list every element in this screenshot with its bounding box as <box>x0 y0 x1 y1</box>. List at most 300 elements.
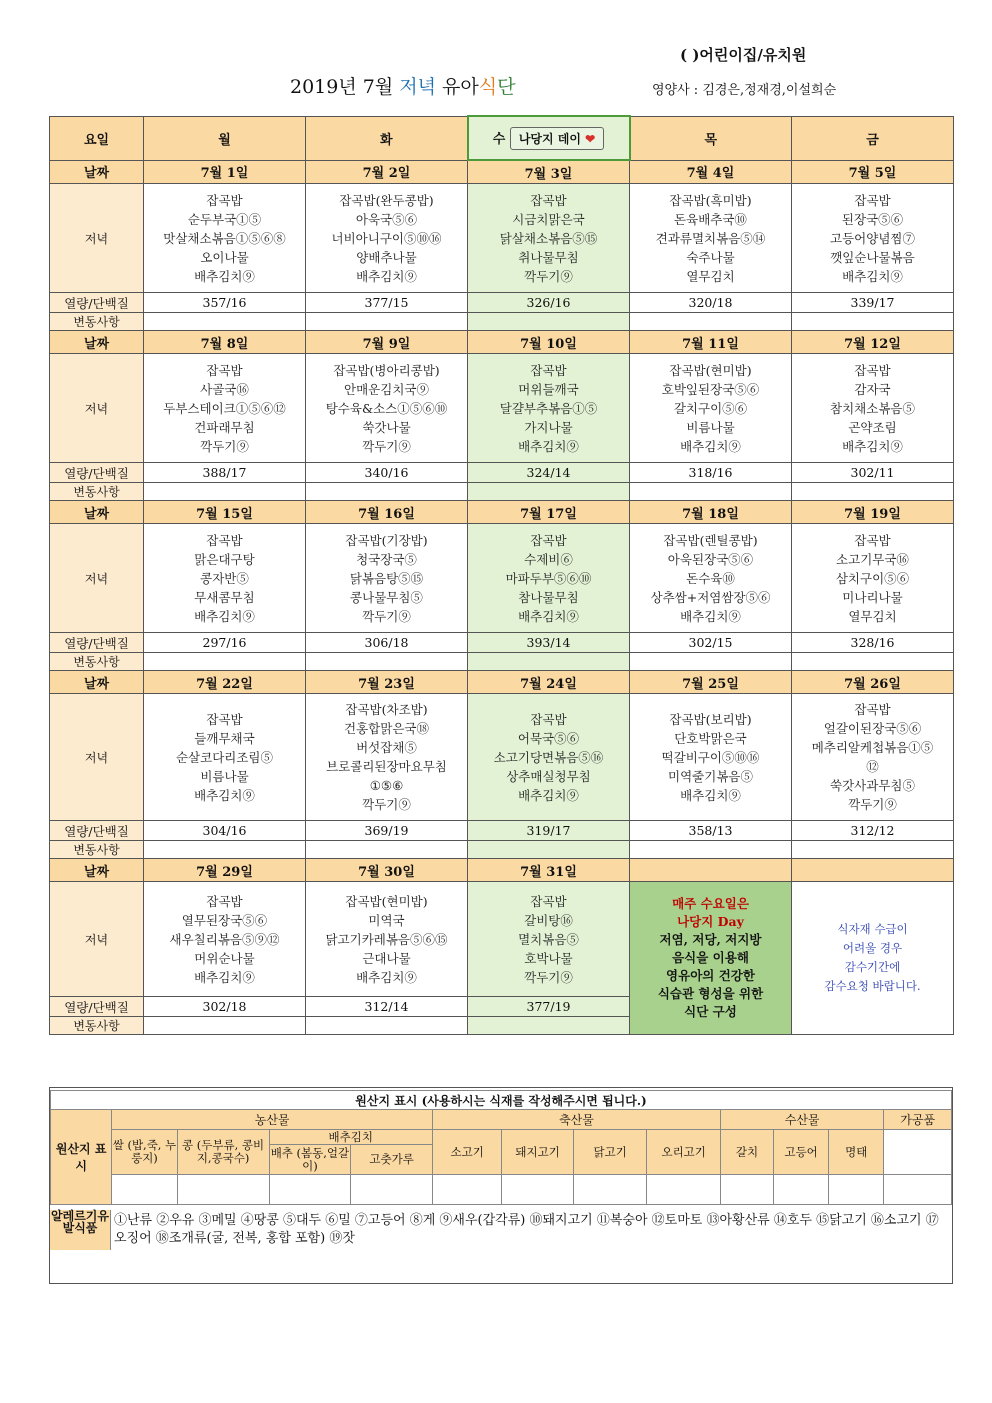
meal-cell <box>144 694 306 821</box>
origin-hairtail: 갈치 <box>720 1130 773 1175</box>
menu-item: 상추쌈+저염쌈장⑤⑥ <box>650 589 771 605</box>
origin-cell[interactable] <box>647 1175 721 1205</box>
date-row <box>50 671 954 694</box>
menu-item: 배추김치⑨ <box>194 969 255 985</box>
weekday-header-row <box>50 116 954 160</box>
weekday-fri: 금 <box>792 116 954 160</box>
origin-cell[interactable] <box>829 1175 884 1205</box>
change-cell[interactable] <box>468 653 630 671</box>
menu-item: 비름나물 <box>200 768 249 784</box>
note-line: 식습관 형성을 위한 <box>657 986 764 1001</box>
origin-pollock: 명태 <box>829 1130 884 1175</box>
menu-item: 배추김치⑨ <box>194 268 255 284</box>
origin-pepper: 고춧가루 <box>351 1145 433 1175</box>
menu-item: 소고기당면볶음⑤⑯ <box>493 749 604 765</box>
menu-item: 상추매실청무침 <box>506 768 591 784</box>
menu-item: 닭살채소볶음⑤⑮ <box>499 230 598 246</box>
menu-item: 머위순나물 <box>194 950 255 966</box>
menu-item: 미나리나물 <box>842 589 903 605</box>
note-line: 식자재 수급이 <box>837 922 908 936</box>
meal-cell <box>144 524 306 633</box>
title-sik: 식 <box>478 76 498 98</box>
menu-item: 청국장국⑤ <box>356 551 417 567</box>
menu-item: 잡곡밥 <box>206 362 243 378</box>
origin-cell[interactable] <box>502 1175 573 1205</box>
meal-cell <box>468 694 630 821</box>
menu-item: 견과류멸치볶음⑤⑭ <box>655 230 766 246</box>
note-line: 음식을 이용해 <box>672 950 749 965</box>
menu-item: 단호박맑은국 <box>674 730 747 746</box>
menu-item: 잡곡밥 <box>206 711 243 727</box>
date-cell: 7월 24일 <box>468 671 630 694</box>
menu-item: 삼치구이⑤⑥ <box>835 570 910 586</box>
date-cell: 7월 10일 <box>468 331 630 354</box>
kcal-cell: 388/17 <box>144 463 306 483</box>
menu-item: 깍두기⑨ <box>200 438 249 454</box>
menu-item: 배추김치⑨ <box>680 608 741 624</box>
menu-item: 근대나물 <box>362 950 411 966</box>
allergy-list: ①난류 ②우유 ③메밀 ④땅콩 ⑤대두 ⑥밀 ⑦고등어 ⑧게 ⑨새우(갑각류) ⑩돼지고기 ⑪복숭아 ⑫토마토 ⑬아황산류 ⑭호두 ⑮닭고기 ⑯소고기 ⑰오징어 ⑱조개류(굴, 전복, 홍합 포함) ⑲잣 <box>114 1213 939 1246</box>
change-cell[interactable] <box>630 653 792 671</box>
kcal-cell: 357/16 <box>144 293 306 313</box>
menu-table <box>49 115 954 1035</box>
change-cell[interactable] <box>144 313 306 331</box>
kcal-cell: 302/11 <box>792 463 954 483</box>
date-cell: 7월 5일 <box>792 160 954 184</box>
change-cell[interactable] <box>306 1017 468 1035</box>
nutritionist-line: 영양사 : 김경은,정재경,이설희순 <box>652 83 837 98</box>
change-cell[interactable] <box>468 483 630 501</box>
date-cell: 7월 30일 <box>306 859 468 882</box>
nanum-day-badge <box>510 127 604 150</box>
change-cell[interactable] <box>630 483 792 501</box>
origin-chicken: 닭고기 <box>573 1130 647 1175</box>
menu-item: 깍두기⑨ <box>848 797 897 812</box>
kcal-cell: 319/17 <box>468 821 630 841</box>
menu-item: 참치채소볶음⑤ <box>830 400 915 416</box>
kcal-cell: 377/15 <box>306 293 468 313</box>
origin-beef: 소고기 <box>432 1130 501 1175</box>
menu-item: 열무김치 <box>848 608 897 624</box>
change-cell[interactable] <box>144 1017 306 1035</box>
kcal-label: 열량/단백질 <box>50 293 144 313</box>
menu-item: 두부스테이크①⑤⑥⑫ <box>163 400 286 416</box>
menu-item: 취나물무침 <box>518 249 579 265</box>
menu-item: 맑은대구탕 <box>194 551 255 567</box>
menu-item: 잡곡밥 <box>854 702 891 717</box>
meal-cell <box>630 524 792 633</box>
menu-item: ①⑤⑥ <box>369 778 404 793</box>
meal-label: 저녁 <box>50 354 144 463</box>
date-cell: 7월 31일 <box>468 859 630 882</box>
change-label: 변동사항 <box>50 313 144 331</box>
menu-item: 아욱국⑤⑥ <box>355 211 418 227</box>
meal-cell <box>306 524 468 633</box>
note-line: 식단 구성 <box>684 1004 737 1019</box>
date-label: 날짜 <box>50 331 144 354</box>
change-cell[interactable] <box>630 841 792 859</box>
origin-cell[interactable] <box>884 1175 952 1205</box>
menu-item: 돈수육⑩ <box>686 570 735 586</box>
change-cell[interactable] <box>306 483 468 501</box>
menu-item: 깍두기⑨ <box>524 969 573 985</box>
menu-item: 열무김치 <box>686 268 735 284</box>
date-label: 날짜 <box>50 859 144 882</box>
kcal-label: 열량/단백질 <box>50 821 144 841</box>
kcal-cell: 369/19 <box>306 821 468 841</box>
change-row <box>50 841 954 859</box>
date-cell: 7월 2일 <box>306 160 468 184</box>
menu-item: 맛살채소볶음①⑤⑥⑧ <box>163 230 286 246</box>
menu-item: 배추김치⑨ <box>518 608 579 624</box>
menu-item: 고등어양념찜⑦ <box>830 230 915 246</box>
kcal-cell: 340/16 <box>306 463 468 483</box>
origin-bean: 콩 (두부류, 콩비지,콩국수) <box>177 1130 269 1175</box>
menu-item: 잡곡밥(흑미밥) <box>669 192 752 208</box>
menu-item: 오이나물 <box>200 249 249 265</box>
origin-cell[interactable] <box>573 1175 647 1205</box>
date-row <box>50 160 954 184</box>
kcal-cell: 302/15 <box>630 633 792 653</box>
menu-item: 열무된장국⑤⑥ <box>181 912 268 928</box>
menu-item: 브로콜리된장마요무침 <box>326 759 447 774</box>
kcal-cell: 302/18 <box>144 997 306 1017</box>
origin-cabbage: 배추 (봄동,얼갈이) <box>270 1145 350 1173</box>
menu-item: 비름나물 <box>686 419 735 435</box>
menu-item: 갈치구이⑤⑥ <box>673 400 748 416</box>
meal-cell <box>144 184 306 293</box>
date-cell: 7월 23일 <box>306 671 468 694</box>
change-cell[interactable] <box>144 653 306 671</box>
menu-item: 호박잎된장국⑤⑥ <box>661 381 760 397</box>
origin-mackerel: 고등어 <box>774 1130 829 1175</box>
origin-cell[interactable] <box>720 1175 773 1205</box>
meal-cell <box>144 354 306 463</box>
change-cell[interactable] <box>792 841 954 859</box>
meal-cell <box>306 184 468 293</box>
menu-item: 곤약조림 <box>848 419 897 435</box>
date-cell: 7월 9일 <box>306 331 468 354</box>
note-line: 영유아의 건강한 <box>666 968 755 983</box>
change-label: 변동사항 <box>50 483 144 501</box>
kcal-cell: 393/14 <box>468 633 630 653</box>
menu-item: 달걀부추볶음①⑤ <box>499 400 598 416</box>
menu-item: 양배추나물 <box>356 249 417 265</box>
meal-cell <box>306 882 468 997</box>
menu-item: 잡곡밥(현미밥) <box>345 893 428 909</box>
menu-item: 멸치볶음⑤ <box>518 931 579 947</box>
date-cell: 7월 12일 <box>792 331 954 354</box>
origin-rice: 쌀 (밥,죽, 누룽지) <box>112 1130 177 1175</box>
date-cell: 7월 26일 <box>792 671 954 694</box>
menu-item: 순두부국①⑤ <box>187 211 262 227</box>
menu-item: 배추김치⑨ <box>518 787 579 803</box>
meal-cell <box>468 184 630 293</box>
meal-label: 저녁 <box>50 184 144 293</box>
change-row <box>50 483 954 501</box>
date-cell-empty <box>630 859 792 882</box>
menu-item: 버섯잡채⑤ <box>356 740 417 755</box>
kcal-cell: 358/13 <box>630 821 792 841</box>
page-title <box>290 72 515 99</box>
menu-item: 떡갈비구이⑤⑩⑯ <box>661 749 760 765</box>
menu-item: 배추김치⑨ <box>680 438 741 454</box>
menu-item: 잡곡밥 <box>530 192 567 208</box>
meal-cell <box>630 354 792 463</box>
meal-row <box>50 882 954 997</box>
meal-row <box>50 184 954 293</box>
menu-item: 숙주나물 <box>686 249 735 265</box>
origin-pork: 돼지고기 <box>502 1130 573 1175</box>
date-cell: 7월 1일 <box>144 160 306 184</box>
menu-item: 감자국 <box>854 381 891 397</box>
title-yua: 유아 <box>442 76 479 98</box>
note-line: 감수요청 바랍니다. <box>824 979 921 993</box>
menu-item: 콩자반⑤ <box>200 570 249 586</box>
meal-cell <box>468 354 630 463</box>
origin-section <box>49 1087 953 1284</box>
menu-item: 잡곡밥 <box>854 192 891 208</box>
menu-item: 돈육배추국⑩ <box>674 211 747 227</box>
meal-cell <box>306 354 468 463</box>
title-evening: 저녁 <box>399 76 436 98</box>
meal-cell <box>630 184 792 293</box>
menu-item: 미역국 <box>368 912 405 928</box>
menu-item: 배추김치⑨ <box>842 438 903 454</box>
origin-cell[interactable] <box>112 1175 177 1205</box>
allergy-label: 알레르기유발식품 <box>50 1210 111 1250</box>
date-row <box>50 331 954 354</box>
menu-item: 깍두기⑨ <box>524 268 573 284</box>
menu-item: 새우칠리볶음⑤⑨⑫ <box>169 931 280 947</box>
kcal-row <box>50 633 954 653</box>
change-row <box>50 653 954 671</box>
weekday-wed <box>468 116 630 160</box>
menu-item: 메추리알케첩볶음①⑤ <box>811 740 934 755</box>
change-row <box>50 313 954 331</box>
origin-kimchi: 배추김치 <box>269 1130 432 1145</box>
date-row <box>50 859 954 882</box>
change-cell[interactable] <box>468 841 630 859</box>
menu-item: 배추김치⑨ <box>518 438 579 454</box>
menu-item: 잡곡밥 <box>530 893 567 909</box>
origin-duck: 오리고기 <box>647 1130 721 1175</box>
kcal-cell: 324/14 <box>468 463 630 483</box>
date-cell: 7월 8일 <box>144 331 306 354</box>
menu-item: 잡곡밥 <box>206 532 243 548</box>
date-cell: 7월 4일 <box>630 160 792 184</box>
date-cell: 7월 11일 <box>630 331 792 354</box>
menu-item: 호박나물 <box>524 950 573 966</box>
date-cell: 7월 19일 <box>792 501 954 524</box>
origin-cat-agri: 농산물 <box>112 1110 433 1130</box>
date-cell: 7월 16일 <box>306 501 468 524</box>
menu-item: 배추김치⑨ <box>680 787 741 803</box>
origin-cell[interactable] <box>177 1175 269 1205</box>
change-cell[interactable] <box>468 1017 630 1035</box>
weekday-mon: 월 <box>144 116 306 160</box>
menu-item: 콩나물무침⑤ <box>350 589 423 605</box>
change-label: 변동사항 <box>50 653 144 671</box>
date-cell: 7월 17일 <box>468 501 630 524</box>
change-cell[interactable] <box>306 313 468 331</box>
note-line: 어려울 경우 <box>842 941 903 955</box>
menu-item: 갈비탕⑯ <box>524 912 573 928</box>
origin-cell[interactable] <box>432 1175 501 1205</box>
note-line: 나당지 Day <box>677 914 744 929</box>
title-prefix: 2019년 7월 <box>290 76 394 98</box>
meal-cell <box>468 882 630 997</box>
date-cell: 7월 25일 <box>630 671 792 694</box>
kcal-label: 열량/단백질 <box>50 463 144 483</box>
nanum-day-badge-text: 나당지 데이 <box>518 131 581 146</box>
menu-item: 소고기무국⑯ <box>836 551 909 567</box>
menu-item: 잡곡밥 <box>530 362 567 378</box>
kcal-cell: 318/16 <box>630 463 792 483</box>
menu-item: 잡곡밥(병아리콩밥) <box>333 362 440 378</box>
date-cell: 7월 15일 <box>144 501 306 524</box>
origin-title: 원산지 표시 (사용하시는 식재를 작성해주시면 됩니다.) <box>51 1091 952 1110</box>
meal-label: 저녁 <box>50 882 144 997</box>
origin-side-label: 원산지 표시 <box>51 1110 112 1205</box>
organization-line: ( )어린이집/유치원 <box>680 46 807 64</box>
menu-item: 안매운김치국⑨ <box>344 381 429 397</box>
menu-item: 아욱된장국⑤⑥ <box>667 551 754 567</box>
menu-item: 머위들깨국 <box>518 381 579 397</box>
meal-row <box>50 694 954 821</box>
menu-item: 너비아니구이⑤⑩⑯ <box>331 230 442 246</box>
menu-item: 잡곡밥(완두콩밥) <box>339 192 434 208</box>
weekday-tue: 화 <box>306 116 468 160</box>
date-label: 날짜 <box>50 671 144 694</box>
origin-cell[interactable] <box>269 1175 351 1205</box>
meal-cell <box>792 524 954 633</box>
change-cell[interactable] <box>144 483 306 501</box>
menu-item: 잡곡밥(보리밥) <box>669 711 752 727</box>
menu-item: 잡곡밥 <box>854 362 891 378</box>
menu-item: 닭볶음탕⑤⑮ <box>349 570 424 586</box>
note-line: 매주 수요일은 <box>672 896 749 911</box>
date-cell: 7월 18일 <box>630 501 792 524</box>
menu-item: 닭고기카레볶음⑤⑥⑮ <box>325 931 448 947</box>
menu-item: 잡곡밥(렌틸콩밥) <box>663 532 758 548</box>
origin-cat-livestock: 축산물 <box>432 1110 720 1130</box>
kcal-row <box>50 293 954 313</box>
kcal-row <box>50 463 954 483</box>
menu-item: 잡곡밥 <box>854 532 891 548</box>
menu-item: 얼갈이된장국⑤⑥ <box>823 721 922 736</box>
menu-item: 시금치맑은국 <box>512 211 585 227</box>
nanum-day-note <box>630 882 792 1035</box>
change-label: 변동사항 <box>50 1017 144 1035</box>
date-cell: 7월 22일 <box>144 671 306 694</box>
change-cell[interactable] <box>306 653 468 671</box>
change-cell[interactable] <box>468 313 630 331</box>
meal-cell <box>306 694 468 821</box>
menu-item: 쑥갓사과무침⑤ <box>830 778 915 793</box>
menu-item: 잡곡밥(기장밥) <box>345 532 428 548</box>
menu-item: 미역줄기볶음⑤ <box>668 768 753 784</box>
kcal-cell: 304/16 <box>144 821 306 841</box>
menu-item: 배추김치⑨ <box>194 787 255 803</box>
meal-cell <box>468 524 630 633</box>
note-line: 감수기간에 <box>844 960 901 974</box>
kcal-cell: 339/17 <box>792 293 954 313</box>
menu-item: 잡곡밥(차조밥) <box>345 702 428 717</box>
origin-cell[interactable] <box>351 1175 433 1205</box>
date-row <box>50 501 954 524</box>
origin-cell[interactable] <box>774 1175 829 1205</box>
meal-row <box>50 354 954 463</box>
change-cell[interactable] <box>630 313 792 331</box>
kcal-cell: 312/14 <box>306 997 468 1017</box>
menu-item: 잡곡밥 <box>530 532 567 548</box>
change-label: 변동사항 <box>50 841 144 859</box>
weekday-label: 요일 <box>50 116 144 160</box>
menu-item: 순살코다리조림⑤ <box>175 749 274 765</box>
menu-item: 배추김치⑨ <box>356 268 417 284</box>
origin-table <box>50 1090 952 1205</box>
menu-item: 가지나물 <box>524 419 573 435</box>
menu-item: 건홍합맑은국⑱ <box>344 721 429 736</box>
menu-item: 깍두기⑨ <box>362 797 411 812</box>
menu-item: 탕수육&소스①⑤⑥⑩ <box>325 400 448 416</box>
kcal-label: 열량/단백질 <box>50 633 144 653</box>
meal-cell <box>792 184 954 293</box>
menu-item: 사골국⑯ <box>200 381 249 397</box>
kcal-cell: 328/16 <box>792 633 954 653</box>
menu-item: 깻잎순나물볶음 <box>830 249 915 265</box>
note-line: 저염, 저당, 저지방 <box>659 932 762 947</box>
menu-item: 들깨무채국 <box>194 730 255 746</box>
supply-note <box>792 882 954 1035</box>
kcal-cell: 306/18 <box>306 633 468 653</box>
date-cell: 7월 3일 <box>468 160 630 184</box>
change-cell[interactable] <box>792 483 954 501</box>
menu-item: 배추김치⑨ <box>842 268 903 284</box>
weekday-thu: 목 <box>630 116 792 160</box>
change-cell[interactable] <box>792 313 954 331</box>
menu-item: 잡곡밥(현미밥) <box>669 362 752 378</box>
meal-cell <box>630 694 792 821</box>
menu-item: ⑫ <box>866 759 879 774</box>
menu-item: 수제비⑥ <box>524 551 573 567</box>
meal-label: 저녁 <box>50 524 144 633</box>
menu-item: 쑥갓나물 <box>362 419 411 435</box>
origin-cat-processed: 가공품 <box>884 1110 952 1130</box>
heart-icon: ❤ <box>585 131 596 146</box>
kcal-cell: 320/18 <box>630 293 792 313</box>
allergy-row <box>50 1210 952 1250</box>
change-cell[interactable] <box>306 841 468 859</box>
menu-item: 깍두기⑨ <box>362 608 411 624</box>
date-cell-empty <box>792 859 954 882</box>
menu-item: 배추김치⑨ <box>194 608 255 624</box>
menu-item: 무새콤무침 <box>194 589 255 605</box>
kcal-cell: 326/16 <box>468 293 630 313</box>
menu-item: 잡곡밥 <box>206 893 243 909</box>
kcal-label: 열량/단백질 <box>50 997 144 1017</box>
date-cell: 7월 29일 <box>144 859 306 882</box>
kcal-cell: 377/19 <box>468 997 630 1017</box>
menu-item: 건파래무침 <box>194 419 255 435</box>
meal-cell <box>144 882 306 997</box>
change-cell[interactable] <box>792 653 954 671</box>
date-label: 날짜 <box>50 160 144 184</box>
change-cell[interactable] <box>144 841 306 859</box>
menu-item: 배추김치⑨ <box>356 969 417 985</box>
kcal-cell: 312/12 <box>792 821 954 841</box>
